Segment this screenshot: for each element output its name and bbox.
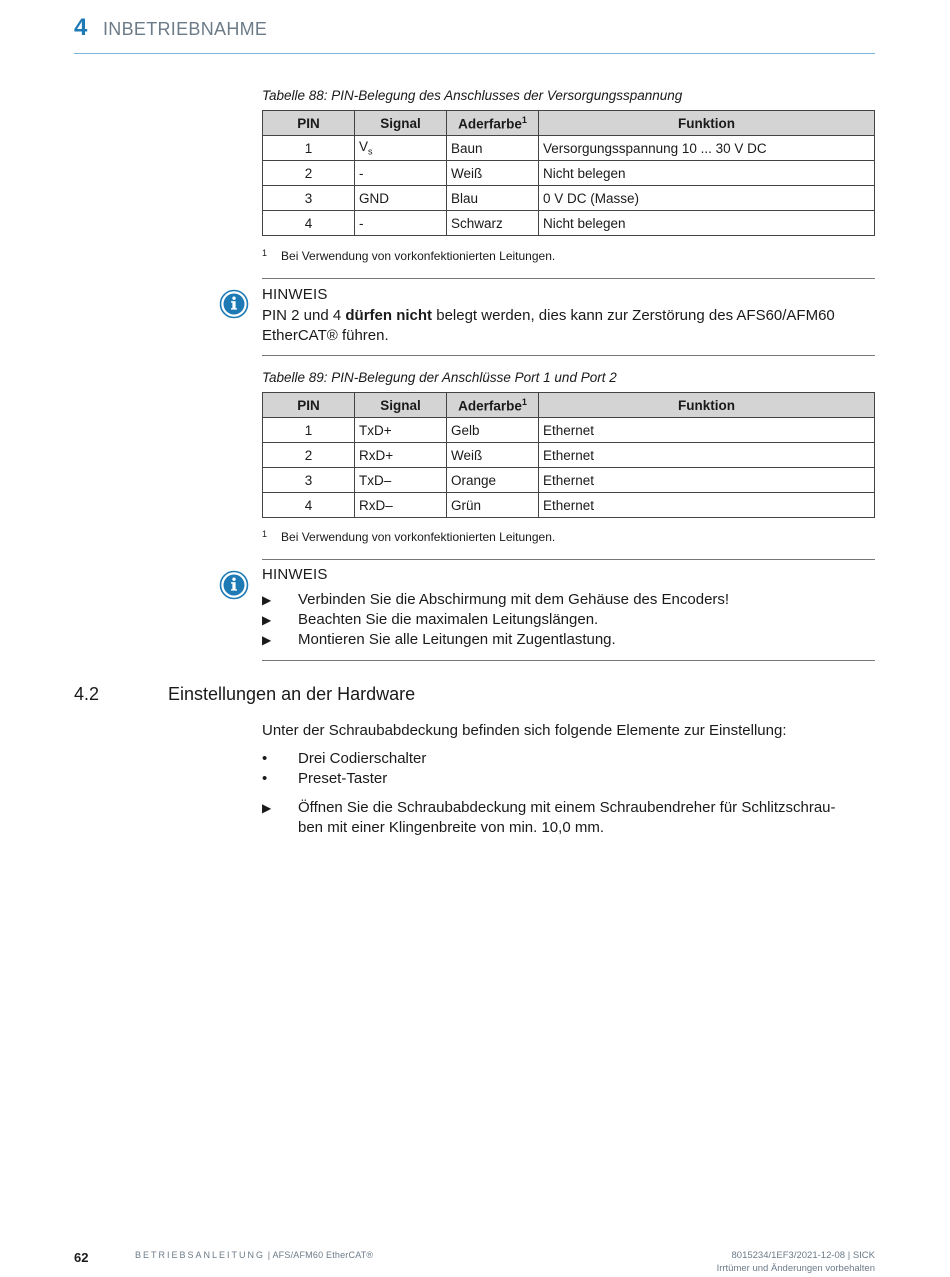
arrow-bullet-icon: ▶ (262, 613, 272, 627)
document-reference: 8015234/1EF3/2021-12-08 | SICK (731, 1250, 875, 1261)
document-title: BETRIEBSANLEITUNG | AFS/AFM60 EtherCAT® (135, 1250, 374, 1260)
table-header-cell: PIN (263, 393, 355, 418)
list-item: ▶ Verbinden Sie die Abschirmung mit dem Gehäuse des Encoders! (262, 591, 730, 608)
table-row: 2 RxD+ Weiß Ethernet (263, 443, 875, 468)
info-icon (219, 570, 249, 600)
table-header-cell: PIN (263, 111, 355, 136)
note-text: PIN 2 und 4 dürfen nicht belegt werden, dies kann zur Zerstörung des AFS60/AFM60 EtherCAT® führen. (262, 307, 835, 344)
table-89-caption: Tabelle 89: PIN-Belegung der Anschlüsse Port 1 und Port 2 (262, 370, 617, 385)
table-header-cell: Funktion (539, 393, 875, 418)
table-row: 3 TxD– Orange Ethernet (263, 468, 875, 493)
table-row: 3 GND Blau 0 V DC (Masse) (263, 186, 875, 211)
bullet-dot-icon: • (262, 770, 268, 787)
table-header-cell: Signal (355, 111, 447, 136)
list-item: ▶ Montieren Sie alle Leitungen mit Zugentlastung. (262, 631, 616, 648)
table-row: 1 TxD+ Gelb Ethernet (263, 418, 875, 443)
arrow-bullet-icon: ▶ (262, 633, 272, 647)
instruction-step: ▶ Öffnen Sie die Schraubabdeckung mit einem Schraubendreher für Schlitzschrau- ben mit einer Klingenbreite von min. 10,0 mm. (262, 799, 836, 836)
chapter-number: 4 (74, 14, 88, 41)
arrow-bullet-icon: ▶ (262, 801, 272, 815)
table-88-caption: Tabelle 88: PIN-Belegung des Anschlusses der Versorgungsspannung (262, 88, 683, 103)
note-title: HINWEIS (262, 566, 328, 583)
table-row: 1 $V_s$ Baun Versorgungsspannung 10 ... 30 V DC (263, 136, 875, 161)
arrow-bullet-icon: ▶ (262, 593, 272, 607)
note-rule-bottom (262, 355, 875, 356)
section-intro: Unter der Schraubabdeckung befinden sich folgende Elemente zur Einstellung: (262, 722, 787, 739)
table-header-cell: Funktion (539, 111, 875, 136)
table-88-footnote: $^1$ Bei Verwendung von vorkonfektionierten Leitungen. (262, 248, 556, 263)
header-rule (74, 53, 875, 54)
table-header-cell: Aderfarbe$^1$ (447, 393, 539, 418)
table-89-footnote: $^1$ Bei Verwendung von vorkonfektionierten Leitungen. (262, 529, 556, 544)
table-88 (262, 110, 875, 236)
note-rule-top (262, 278, 875, 279)
chapter-title: INBETRIEBNAHME (103, 19, 268, 39)
note-title: HINWEIS (262, 286, 328, 303)
note-rule-bottom (262, 660, 875, 661)
list-item: • Drei Codierschalter (262, 750, 427, 767)
table-row: 4 - Schwarz Nicht belegen (263, 211, 875, 236)
list-item: ▶ Beachten Sie die maximalen Leitungslängen. (262, 611, 599, 628)
disclaimer: Irrtümer und Änderungen vorbehalten (716, 1263, 875, 1274)
table-row: 2 - Weiß Nicht belegen (263, 161, 875, 186)
table-header-cell: Signal (355, 393, 447, 418)
table-header-cell: Aderfarbe$^1$ (447, 111, 539, 136)
table-89 (262, 392, 875, 518)
page-number: 62 (74, 1250, 89, 1265)
info-icon (219, 289, 249, 319)
bullet-dot-icon: • (262, 750, 268, 767)
note-rule-top (262, 559, 875, 560)
list-item: • Preset-Taster (262, 770, 388, 787)
section-number: 4.2 (74, 684, 100, 704)
section-title: Einstellungen an der Hardware (168, 684, 416, 704)
table-row: 4 RxD– Grün Ethernet (263, 493, 875, 518)
